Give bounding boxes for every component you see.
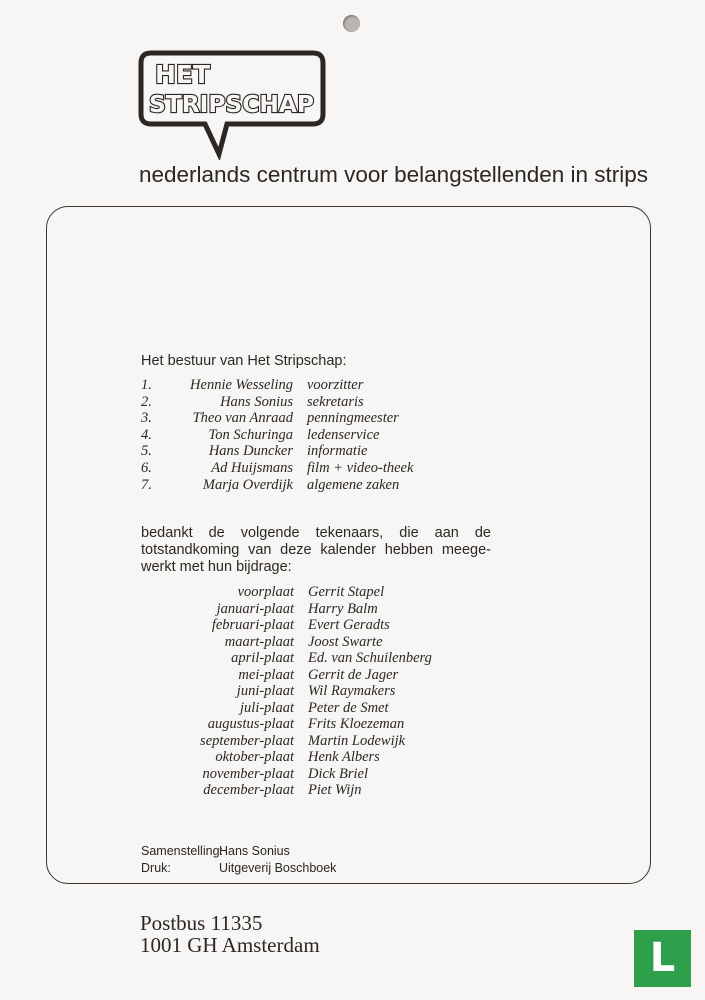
board-list (141, 377, 413, 493)
logo-line-2: STRIPSCHAP (149, 92, 314, 118)
board-intro: Het bestuur van Het Stripschap: (141, 353, 347, 369)
contributor-row: oktober-plaat Henk Albers (215, 749, 380, 765)
address-line-1: Postbus 11335 (140, 911, 263, 935)
contributor-row: maart-plaat Joost Swarte (224, 633, 383, 650)
thanks-paragraph: bedankt de volgende tekenaars, die aan de totstandkoming van deze kalender hebben meege- werkt met hun bijdrage: (141, 525, 491, 575)
board-row: 5. Hans Duncker informatie (141, 443, 368, 460)
board-row: 2. Hans Sonius sekretaris (141, 393, 364, 410)
contributor-row: september-plaat Martin Lodewijk (200, 732, 406, 749)
contributor-row: voorplaat Gerrit Stapel (237, 584, 385, 600)
board-row: 6. Ad Huijsmans film + video-theek (141, 459, 414, 476)
postal-address (140, 912, 320, 956)
logo-line-1: HET (155, 60, 211, 89)
contributor-row: juli-plaat Peter de Smet (240, 699, 389, 716)
contributor-row: april-plaat Ed. van Schuilenberg (231, 650, 432, 666)
contributor-row: november-plaat Dick Briel (202, 765, 368, 782)
board-row: 4. Ton Schuringa ledenservice (141, 426, 380, 443)
address-line-2: 1001 GH Amsterdam (140, 933, 320, 957)
contributor-row: februari-plaat Evert Geradts (211, 617, 390, 633)
credits (141, 843, 336, 876)
contributor-list (141, 584, 432, 799)
board-row: 1. Hennie Wesseling voorzitter (141, 377, 364, 393)
board-row: 3. Theo van Anraad penningmeester (141, 410, 399, 427)
punch-hole (343, 15, 360, 32)
credit-print: Druk: Uitgeverij Boschboek (141, 860, 337, 875)
board-row: 7. Marja Overdijk algemene zaken (141, 476, 400, 493)
stripschap-logo (137, 50, 327, 160)
contributor-row: mei-plaat Gerrit de Jager (238, 666, 399, 683)
contributor-row: januari-plaat Harry Balm (216, 600, 378, 617)
credit-compilation: Samenstelling: Hans Sonius (141, 844, 290, 858)
contributor-row: juni-plaat Wil Raymakers (236, 683, 396, 699)
contributor-row: augustus-plaat Frits Kloezeman (207, 716, 405, 732)
contributor-row: december-plaat Piet Wijn (203, 782, 362, 798)
badge-letter: L (649, 935, 676, 981)
watermark-badge (634, 930, 691, 987)
subtitle: nederlands centrum voor belangstellenden in strips (139, 162, 649, 187)
